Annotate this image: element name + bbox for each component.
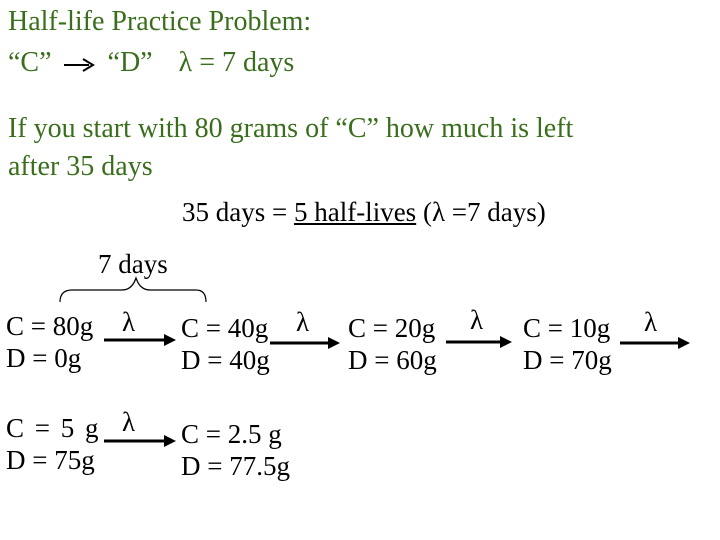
question-line-2: after 35 days xyxy=(8,151,153,182)
halflife-value: = 7 days xyxy=(199,47,295,78)
brace-icon xyxy=(60,278,206,302)
d-amount: D = 75g xyxy=(6,445,95,475)
brace-label: 7 days xyxy=(98,249,168,279)
state-row1-2 xyxy=(181,312,270,376)
arrow-row2-1 xyxy=(104,435,176,447)
halflives-count: 5 half-lives xyxy=(293,197,417,227)
c-amount: C = 40g xyxy=(181,313,269,343)
arrow-row1-3 xyxy=(446,336,512,348)
c-amount: C = 20g xyxy=(348,313,436,343)
arrow-row1-4 xyxy=(620,337,690,349)
state-row2-2 xyxy=(181,418,290,482)
relation-prefix: 35 days = xyxy=(182,197,294,227)
product-label: “D” xyxy=(107,47,153,78)
c-amount: C = 5 g xyxy=(6,413,101,443)
d-amount: D = 60g xyxy=(348,345,437,375)
lambda-symbol: λ xyxy=(431,197,446,227)
relation-paren: ( xyxy=(416,197,432,227)
arrow-row1-1 xyxy=(104,334,176,346)
c-amount: C = 80g xyxy=(6,311,94,341)
relation-suffix: =7 days) xyxy=(445,197,546,227)
d-amount: D = 40g xyxy=(181,345,270,375)
page-title: Half-life Practice Problem: xyxy=(8,6,312,37)
question-line-1: If you start with 80 grams of “C” how much is left xyxy=(8,113,574,144)
lambda-symbol: λ xyxy=(178,47,193,78)
d-amount: D = 0g xyxy=(6,343,82,373)
lambda-symbol: λ xyxy=(296,307,310,337)
state-row1-3 xyxy=(348,312,437,376)
lambda-symbol: λ xyxy=(644,307,658,337)
c-amount: C = 2.5 g xyxy=(181,419,282,449)
state-row1-1 xyxy=(6,310,93,374)
d-amount: D = 70g xyxy=(523,345,612,375)
reactant-label: “C” xyxy=(8,47,52,78)
c-amount: C = 10g xyxy=(523,313,611,343)
state-row1-4 xyxy=(523,312,612,376)
arrow-row1-2 xyxy=(270,337,340,349)
lambda-symbol: λ xyxy=(122,307,136,337)
lambda-symbol: λ xyxy=(470,305,484,335)
state-row2-1 xyxy=(6,412,101,476)
d-amount: D = 77.5g xyxy=(181,451,290,481)
lambda-symbol: λ xyxy=(122,407,136,437)
